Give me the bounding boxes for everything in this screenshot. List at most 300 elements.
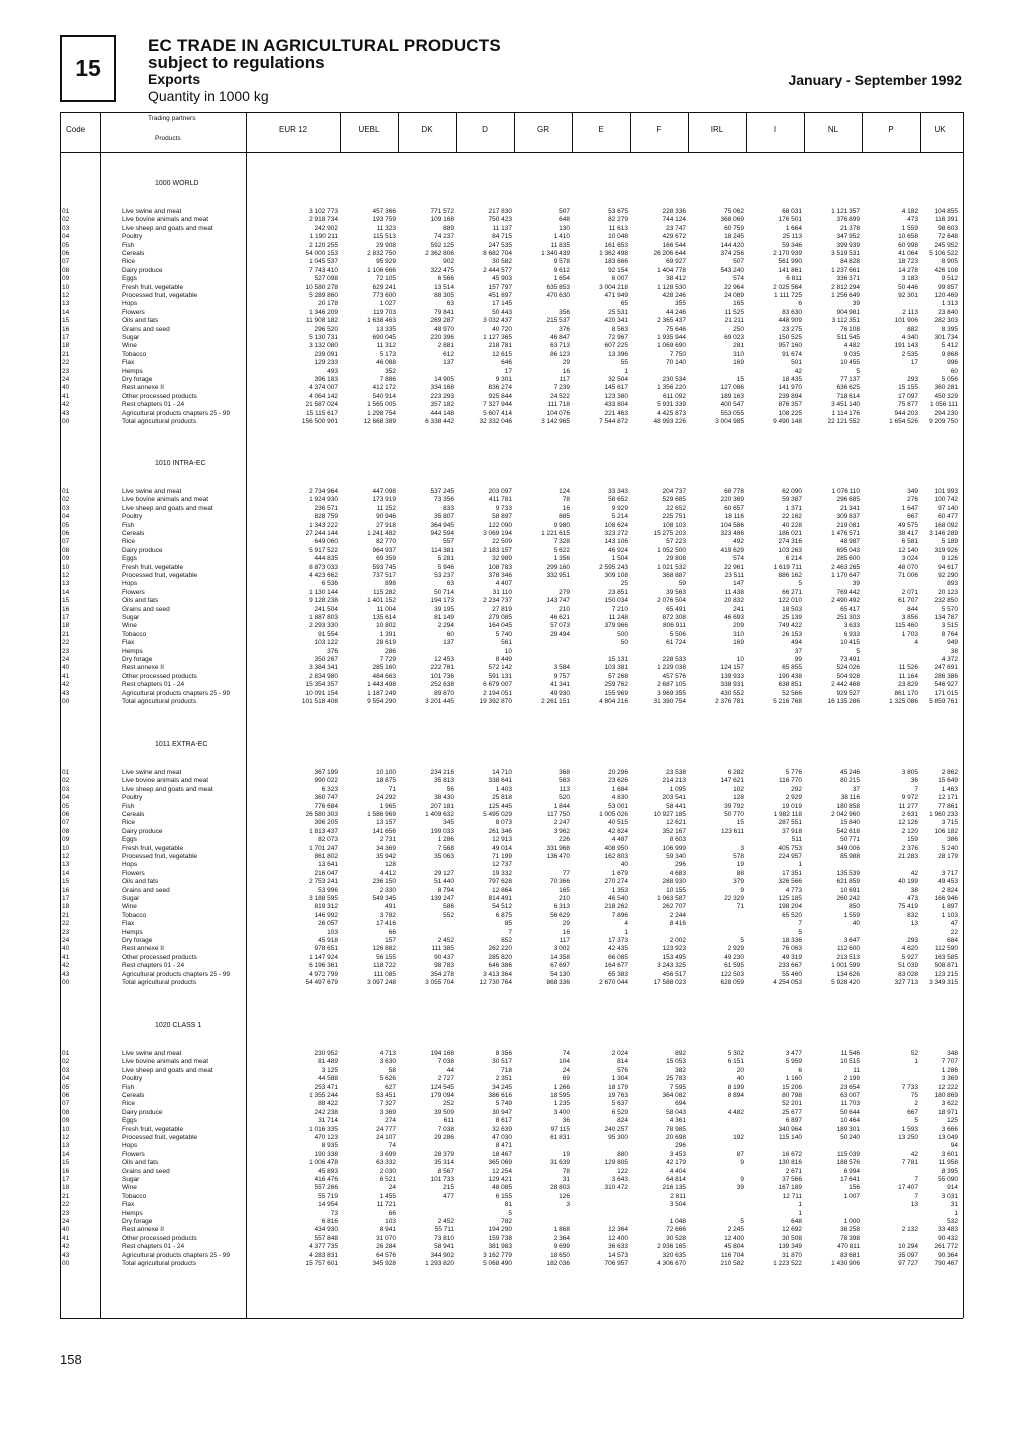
row-value: 893 — [947, 580, 958, 588]
row-value: 3 856 — [901, 614, 918, 621]
row-value: 1 356 220 — [657, 384, 686, 392]
row-value: 1 647 — [901, 504, 918, 512]
row-value: 1 076 110 — [831, 488, 860, 495]
row-code: 40 — [62, 945, 70, 953]
section-title: 1000 WORLD — [155, 180, 199, 187]
row-value: 28 619 — [376, 639, 396, 647]
row-product: Hops — [122, 580, 138, 588]
row-value: 1 304 — [611, 1075, 628, 1083]
row-product: Hops — [122, 300, 138, 308]
row-code: 14 — [62, 588, 70, 596]
row-value: 2 030 — [379, 1167, 396, 1175]
row-value: 2 194 051 — [483, 689, 512, 697]
row-value: 17 407 — [898, 1184, 918, 1192]
row-value: 3 002 — [553, 945, 570, 953]
row-value: 364 945 — [430, 521, 454, 529]
row-value: 1 160 — [785, 1075, 802, 1083]
row-value: 1 266 — [553, 1083, 570, 1091]
row-value: 18 245 — [724, 233, 744, 241]
row-value: 5 — [740, 1218, 744, 1225]
row-value: 29 — [562, 359, 570, 367]
row-value: 136 470 — [546, 853, 570, 860]
row-value: 166 946 — [934, 895, 958, 902]
row-value: 310 472 — [604, 1184, 628, 1192]
row-value: 281 — [733, 342, 744, 350]
column-header-eur-12: EUR 12 — [278, 125, 307, 134]
row-value: 338 931 — [720, 681, 744, 689]
row-value: 376 899 — [836, 216, 860, 224]
row-value: 718 — [501, 1066, 512, 1074]
row-value: 2 444 577 — [483, 266, 512, 274]
row-value: 323 486 — [720, 530, 744, 537]
row-value: 3 515 — [941, 622, 958, 630]
row-value: 49 930 — [550, 689, 570, 697]
row-value: 127 086 — [720, 384, 744, 392]
row-value: 3 146 289 — [929, 530, 958, 537]
row-value: 22 964 — [724, 283, 744, 291]
row-value: 22 162 — [782, 513, 802, 521]
row-value: 902 — [443, 258, 454, 266]
row-value: 876 357 — [778, 401, 802, 409]
row-value: 1 844 — [553, 802, 570, 810]
row-value: 1 293 820 — [425, 1260, 454, 1267]
row-value: 4 482 — [727, 1108, 744, 1116]
row-code: 00 — [62, 698, 70, 705]
row-value: 24 089 — [724, 292, 744, 299]
row-value: 3 243 325 — [657, 962, 686, 970]
row-value: 38 417 — [898, 530, 918, 537]
row-value: 10 415 — [840, 639, 860, 647]
row-value: 100 742 — [934, 496, 958, 504]
row-value: 1 504 — [611, 555, 628, 563]
row-value: 444 148 — [430, 409, 454, 417]
row-value: 790 467 — [934, 1260, 958, 1267]
row-value: 749 422 — [778, 622, 802, 630]
row-value: 18 723 — [898, 258, 918, 266]
row-value: 345 — [443, 819, 454, 827]
row-value: 2 376 — [901, 844, 918, 852]
row-value: 48 987 — [840, 538, 860, 546]
row-value: 40 — [852, 920, 860, 928]
row-value: 115 282 — [372, 588, 396, 596]
row-value: 99 — [794, 656, 802, 663]
row-value: 58 941 — [434, 1243, 454, 1251]
row-value: 130 816 — [778, 1159, 802, 1167]
row-value: 15 354 357 — [305, 681, 338, 689]
row-value: 37 — [852, 785, 860, 793]
row-value: 586 — [443, 903, 454, 911]
row-value: 115 460 — [894, 622, 918, 630]
row-value: 836 274 — [488, 384, 512, 392]
row-value: 190 338 — [314, 1150, 338, 1158]
row-code: 06 — [62, 811, 70, 818]
row-value: 628 059 — [720, 979, 744, 986]
row-value: 45 893 — [318, 1167, 338, 1175]
row-value: 2 132 — [901, 1226, 918, 1234]
row-value: 416 476 — [314, 1176, 338, 1183]
row-value: 262 220 — [488, 945, 512, 953]
row-value: 12 126 — [898, 819, 918, 827]
row-code: 21 — [62, 1192, 70, 1200]
row-value: 13 157 — [376, 819, 396, 827]
row-value: 8 935 — [321, 1142, 338, 1150]
row-value: 4 377 735 — [309, 1243, 338, 1251]
row-value: 1 897 — [941, 903, 958, 911]
row-value: 3 004 985 — [715, 418, 744, 425]
row-value: 219 081 — [836, 521, 860, 529]
row-value: 7 327 — [379, 1100, 396, 1108]
row-value: 65 383 — [608, 970, 628, 978]
row-product: Live sheep and goats and meat — [122, 224, 213, 232]
row-value: 6 282 — [727, 769, 744, 776]
row-value: 1 — [798, 861, 802, 869]
row-value: 215 537 — [546, 317, 570, 325]
row-value: 11 004 — [376, 605, 396, 613]
row-value: 814 491 — [488, 895, 512, 902]
row-value: 92 301 — [898, 292, 918, 299]
row-value: 576 — [617, 1066, 628, 1074]
row-code: 10 — [62, 1125, 70, 1133]
row-product: Flowers — [122, 1150, 145, 1158]
row-value: 344 902 — [430, 1251, 454, 1259]
row-value: 83 630 — [782, 308, 802, 316]
row-code: 00 — [62, 418, 70, 425]
row-value: 2 631 — [901, 811, 918, 818]
row-value: 3 782 — [379, 911, 396, 919]
row-value: 90 432 — [938, 1234, 958, 1242]
row-value: 40 199 — [898, 878, 918, 886]
row-value: 81 489 — [318, 1058, 338, 1066]
row-value: 1 403 — [495, 785, 512, 793]
row-value: 4 620 — [901, 945, 918, 953]
row-product: Dry forage — [122, 656, 153, 663]
row-code: 41 — [62, 1234, 70, 1242]
row-value: 7 038 — [437, 1125, 454, 1133]
row-value: 23 511 — [724, 572, 744, 579]
row-value: 4 361 — [669, 1117, 686, 1125]
row-value: 695 043 — [836, 546, 860, 554]
row-value: 11 248 — [608, 614, 628, 621]
row-value: 8 395 — [941, 1167, 958, 1175]
row-value: 18 650 — [550, 1251, 570, 1259]
row-value: 104 — [559, 1058, 570, 1066]
row-value: 153 495 — [662, 953, 686, 961]
row-value: 39 — [852, 580, 860, 588]
row-code: 14 — [62, 869, 70, 877]
row-value: 1 063 587 — [657, 895, 686, 902]
row-value: 1 325 086 — [889, 698, 918, 705]
row-value: 1 868 — [553, 1226, 570, 1234]
row-product: Hemps — [122, 647, 143, 655]
row-product: Agricultural products chapters 25 - 99 — [122, 1251, 231, 1259]
row-value: 49 319 — [782, 953, 802, 961]
code-header: Code — [66, 125, 86, 134]
row-code: 21 — [62, 630, 70, 638]
row-value: 15 206 — [782, 1083, 802, 1091]
row-value: 578 — [733, 853, 744, 860]
row-value: 29 808 — [666, 555, 686, 563]
code-col-rule — [100, 112, 101, 1318]
row-value: 1 356 — [553, 555, 570, 563]
row-value: 1 654 526 — [889, 418, 918, 425]
row-code: 02 — [62, 1058, 70, 1066]
row-value: 180 858 — [836, 802, 860, 810]
row-value: 1 106 666 — [367, 266, 396, 274]
row-value: 2 002 — [669, 937, 686, 944]
row-value: 11 613 — [608, 224, 628, 232]
row-code: 04 — [62, 1075, 70, 1083]
row-value: 240 257 — [604, 1125, 628, 1133]
column-header-i: I — [773, 125, 777, 134]
row-value: 53 001 — [608, 802, 628, 810]
row-value: 46 924 — [608, 546, 628, 554]
row-product: Eggs — [122, 275, 137, 283]
row-value: 49 453 — [938, 878, 958, 886]
row-product: Tobacco — [122, 630, 147, 638]
row-value: 239 894 — [778, 392, 802, 400]
row-value: 381 983 — [488, 1243, 512, 1251]
row-value: 527 098 — [314, 275, 338, 283]
row-code: 17 — [62, 895, 70, 902]
row-value: 39 195 — [434, 605, 454, 613]
row-value: 5 776 — [785, 769, 802, 776]
row-value: 3 400 — [553, 1108, 570, 1116]
row-code: 24 — [62, 937, 70, 944]
row-value: 225 751 — [662, 513, 686, 521]
row-value: 9 126 — [941, 555, 958, 563]
row-value: 2 490 492 — [831, 597, 860, 605]
row-value: 8 567 — [437, 1167, 454, 1175]
row-value: 12 140 — [898, 546, 918, 554]
row-value: 101 906 — [894, 317, 918, 325]
row-value: 108 783 — [488, 563, 512, 571]
row-value: 5 506 — [669, 630, 686, 638]
row-value: 886 162 — [778, 572, 802, 579]
row-value: 3 201 445 — [425, 698, 454, 705]
row-value: 199 033 — [430, 827, 454, 835]
row-value: 42 — [910, 1150, 918, 1158]
row-value: 2 687 105 — [657, 681, 686, 689]
row-value: 47 030 — [492, 1134, 512, 1141]
row-product: Processed fruit, vegetable — [122, 572, 198, 579]
row-value: 978 651 — [314, 945, 338, 953]
row-value: 429 672 — [662, 233, 686, 241]
row-value: 165 — [559, 886, 570, 894]
row-value: 957 160 — [778, 342, 802, 350]
row-value: 627 — [385, 1083, 396, 1091]
row-code: 08 — [62, 546, 70, 554]
row-value: 73 356 — [434, 496, 454, 504]
row-value: 3 004 218 — [599, 283, 628, 291]
row-value: 179 094 — [430, 1092, 454, 1099]
table-top-rule — [60, 112, 963, 113]
row-value: 426 108 — [934, 266, 958, 274]
row-value: 3 969 355 — [657, 689, 686, 697]
row-product: Hemps — [122, 1209, 143, 1217]
row-value: 6 007 — [611, 275, 628, 283]
row-value: 189 163 — [720, 392, 744, 400]
row-value: 9 490 148 — [773, 418, 802, 425]
row-value: 376 — [327, 647, 338, 655]
row-value: 1 223 522 — [773, 1260, 802, 1267]
row-value: 216 135 — [662, 1184, 686, 1192]
row-value: 134 626 — [836, 970, 860, 978]
row-value: 27 918 — [376, 521, 396, 529]
title-main: EC TRADE IN AGRICULTURAL PRODUCTS — [148, 36, 501, 55]
row-value: 400 547 — [720, 401, 744, 409]
row-product: Other processed products — [122, 1234, 197, 1242]
row-value: 1 401 152 — [367, 597, 396, 605]
row-value: 17 373 — [608, 937, 628, 944]
row-value: 129 421 — [488, 1176, 512, 1183]
row-value: 501 — [791, 359, 802, 367]
row-value: 45 918 — [318, 937, 338, 944]
row-value: 13 514 — [434, 283, 454, 291]
row-value: 27 819 — [492, 605, 512, 613]
row-value: 457 366 — [372, 208, 396, 215]
row-value: 230 534 — [662, 376, 686, 383]
row-value: 39 509 — [434, 1108, 454, 1116]
row-value: 88 305 — [434, 292, 454, 299]
row-value: 7 707 — [941, 1058, 958, 1066]
row-value: 473 — [907, 895, 918, 902]
row-value: 50 771 — [840, 836, 860, 844]
row-value: 769 442 — [836, 588, 860, 596]
row-product: Fish — [122, 241, 135, 249]
row-value: 50 770 — [724, 811, 744, 818]
row-value: 108 225 — [778, 409, 802, 417]
row-value: 10 155 — [666, 886, 686, 894]
row-product: Oils and fats — [122, 317, 159, 325]
row-code: 17 — [62, 334, 70, 341]
row-value: 5 056 — [941, 376, 958, 383]
row-value: 45 246 — [840, 769, 860, 776]
row-value: 66 — [388, 1209, 396, 1217]
row-value: 287 551 — [778, 819, 802, 827]
row-value: 3 — [566, 1201, 570, 1209]
row-value: 164 677 — [604, 962, 628, 970]
row-value: 1 048 — [669, 1218, 686, 1225]
row-value: 25 — [620, 580, 628, 588]
row-product: Rest chapters 01 - 24 — [122, 401, 185, 409]
row-value: 12 400 — [724, 1234, 744, 1242]
row-value: 213 513 — [836, 953, 860, 961]
row-value: 247 691 — [934, 664, 958, 672]
row-code: 18 — [62, 342, 70, 350]
row-product: Wine — [122, 342, 137, 350]
row-value: 6 811 — [786, 275, 802, 283]
row-value: 190 438 — [778, 672, 802, 680]
row-value: 3 142 965 — [541, 418, 570, 425]
row-value: 108 624 — [604, 521, 628, 529]
row-value: 2 330 — [379, 886, 396, 894]
row-value: 35 063 — [434, 853, 454, 860]
row-value: 166 544 — [662, 241, 686, 249]
row-code: 17 — [62, 1176, 70, 1183]
row-value: 4 713 — [379, 1050, 396, 1057]
row-value: 15 053 — [666, 1058, 686, 1066]
row-value: 114 381 — [430, 546, 454, 554]
row-value: 117 — [559, 376, 570, 383]
row-value: 117 — [559, 937, 570, 944]
row-value: 5 412 — [941, 342, 958, 350]
frame-right — [963, 112, 964, 1318]
row-value: 2 535 — [901, 350, 918, 358]
row-value: 2 670 044 — [599, 979, 628, 986]
row-value: 42 179 — [666, 1159, 686, 1167]
row-value: 364 082 — [662, 1092, 686, 1099]
row-value: 3 601 — [941, 1150, 958, 1158]
row-value: 60 477 — [938, 513, 958, 521]
row-value: 8 471 — [495, 1142, 512, 1150]
trading-partners-header: Trading partners — [148, 115, 196, 122]
row-code: 43 — [62, 1251, 70, 1259]
row-value: 66 085 — [608, 953, 628, 961]
row-value: 113 — [559, 785, 570, 793]
row-value: 2 364 — [553, 1234, 570, 1242]
row-value: 111 385 — [431, 945, 454, 953]
row-value: 1 313 — [941, 300, 958, 308]
row-value: 38 258 — [840, 1226, 860, 1234]
row-value: 990 022 — [314, 777, 338, 785]
row-value: 59 340 — [666, 853, 686, 860]
row-value: 98 783 — [434, 962, 454, 970]
row-value: 11 958 — [938, 1159, 958, 1167]
row-value: 79 841 — [434, 308, 454, 316]
row-value: 405 753 — [778, 844, 802, 852]
row-value: 35 813 — [434, 777, 454, 785]
row-value: 323 272 — [604, 530, 628, 537]
table-header-rule — [60, 152, 963, 153]
row-value: 42 — [794, 367, 802, 375]
row-value: 26 206 644 — [653, 250, 686, 257]
row-value: 3 643 — [611, 1176, 628, 1183]
period-label: January - September 1992 — [788, 72, 962, 88]
row-value: 11 908 182 — [305, 317, 338, 325]
row-value: 104 586 — [720, 521, 744, 529]
row-code: 41 — [62, 953, 70, 961]
row-value: 3 031 — [941, 1192, 958, 1200]
row-product: Fish — [122, 802, 135, 810]
row-value: 214 213 — [662, 777, 686, 785]
row-value: 929 527 — [836, 689, 860, 697]
row-value: 532 — [947, 1218, 958, 1225]
row-value: 7 544 872 — [599, 418, 628, 425]
row-value: 2 862 — [941, 769, 958, 776]
row-value: 53 237 — [434, 572, 454, 579]
row-value: 12 692 — [782, 1226, 802, 1234]
row-value: 77 137 — [840, 376, 860, 383]
row-code: 03 — [62, 224, 70, 232]
row-value: 171 015 — [934, 689, 958, 697]
row-value: 1 679 — [611, 869, 628, 877]
row-value: 322 475 — [430, 266, 454, 274]
row-value: 168 092 — [934, 521, 958, 529]
row-value: 48 085 — [492, 1184, 512, 1192]
row-value: 309 837 — [836, 513, 860, 521]
row-value: 5 — [798, 580, 802, 588]
row-value: 50 446 — [898, 283, 918, 291]
row-value: 78 — [562, 496, 570, 504]
row-value: 20 698 — [666, 1134, 686, 1141]
row-value: 1 103 — [941, 911, 958, 919]
row-value: 242 902 — [314, 224, 338, 232]
row-value: 379 966 — [604, 622, 628, 630]
row-value: 368 887 — [662, 572, 686, 579]
row-code: 03 — [62, 785, 70, 793]
row-value: 26 057 — [318, 920, 338, 928]
row-value: 98 603 — [938, 224, 958, 232]
